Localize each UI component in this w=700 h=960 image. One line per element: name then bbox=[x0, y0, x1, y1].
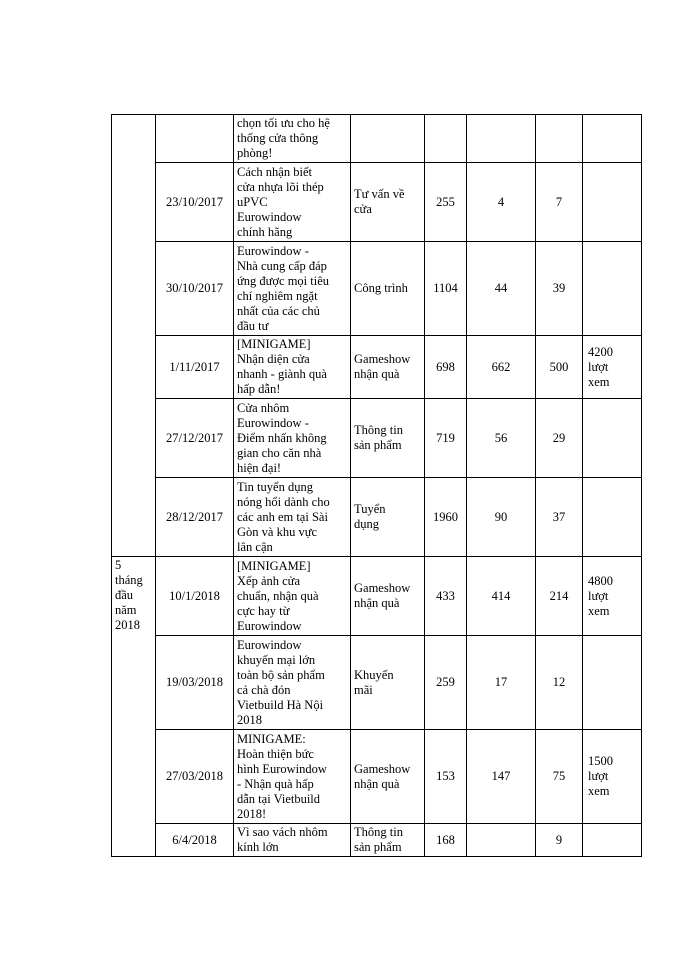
value-cell-3: 9 bbox=[536, 824, 583, 857]
value-cell-1: 433 bbox=[425, 557, 467, 636]
title-text: Tin tuyển dụng nóng hổi dành cho các anh em tại Sài Gòn và khu vực lân cận bbox=[237, 479, 330, 554]
value-cell-1: 1960 bbox=[425, 478, 467, 557]
date-cell: 27/12/2017 bbox=[156, 399, 234, 478]
category-cell bbox=[351, 557, 425, 636]
value-cell-2 bbox=[467, 824, 536, 857]
period-label: 5 tháng đầu năm 2018 bbox=[115, 558, 143, 632]
category-cell bbox=[351, 478, 425, 557]
table-row bbox=[112, 336, 642, 399]
value-cell-1: 255 bbox=[425, 163, 467, 242]
note-cell bbox=[583, 336, 642, 399]
value-cell-3 bbox=[536, 115, 583, 163]
category-cell bbox=[351, 242, 425, 336]
category-text: Tư vấn về cửa bbox=[354, 187, 405, 216]
note-cell bbox=[583, 636, 642, 730]
value-cell-2: 662 bbox=[467, 336, 536, 399]
date-cell: 30/10/2017 bbox=[156, 242, 234, 336]
date-cell: 23/10/2017 bbox=[156, 163, 234, 242]
category-text: Khuyến mãi bbox=[354, 667, 394, 697]
category-text: Tuyển dụng bbox=[354, 502, 386, 531]
date-cell: 1/11/2017 bbox=[156, 336, 234, 399]
value-cell-3: 12 bbox=[536, 636, 583, 730]
category-cell bbox=[351, 399, 425, 478]
note-text: 4800 lượt xem bbox=[588, 573, 613, 618]
note-cell bbox=[583, 824, 642, 857]
title-text: Vì sao vách nhôm kính lớn bbox=[237, 825, 328, 854]
value-cell-2: 44 bbox=[467, 242, 536, 336]
table-row bbox=[112, 557, 642, 636]
date-cell: 6/4/2018 bbox=[156, 824, 234, 857]
value-cell-1: 259 bbox=[425, 636, 467, 730]
title-cell bbox=[234, 242, 351, 336]
table-row bbox=[112, 115, 642, 163]
value-cell-2: 56 bbox=[467, 399, 536, 478]
table-row bbox=[112, 163, 642, 242]
table-row bbox=[112, 636, 642, 730]
statistics-table bbox=[111, 114, 642, 857]
value-cell-2: 414 bbox=[467, 557, 536, 636]
value-cell-3: 37 bbox=[536, 478, 583, 557]
category-cell bbox=[351, 730, 425, 824]
value-cell-1: 1104 bbox=[425, 242, 467, 336]
title-cell bbox=[234, 636, 351, 730]
date-cell: 10/1/2018 bbox=[156, 557, 234, 636]
note-text: 4200 lượt xem bbox=[588, 344, 613, 389]
category-text: Thông tin sản phẩm bbox=[354, 423, 403, 452]
value-cell-2: 147 bbox=[467, 730, 536, 824]
value-cell-2: 90 bbox=[467, 478, 536, 557]
title-text: chọn tối ưu cho hệ thống cửa thông phòng! bbox=[237, 116, 330, 160]
table-row bbox=[112, 242, 642, 336]
value-cell-2 bbox=[467, 115, 536, 163]
note-cell bbox=[583, 242, 642, 336]
value-cell-1 bbox=[425, 115, 467, 163]
note-cell bbox=[583, 557, 642, 636]
value-cell-3: 39 bbox=[536, 242, 583, 336]
value-cell-1: 698 bbox=[425, 336, 467, 399]
title-cell bbox=[234, 478, 351, 557]
category-cell bbox=[351, 163, 425, 242]
note-cell bbox=[583, 115, 642, 163]
table-row bbox=[112, 478, 642, 557]
title-cell bbox=[234, 399, 351, 478]
table-row bbox=[112, 399, 642, 478]
value-cell-3: 500 bbox=[536, 336, 583, 399]
date-cell: 27/03/2018 bbox=[156, 730, 234, 824]
note-text: 1500 lượt xem bbox=[588, 754, 613, 798]
date-cell: 28/12/2017 bbox=[156, 478, 234, 557]
period-cell bbox=[112, 115, 156, 557]
title-cell bbox=[234, 163, 351, 242]
date-cell: 19/03/2018 bbox=[156, 636, 234, 730]
category-cell bbox=[351, 115, 425, 163]
title-text: Cách nhận biết cửa nhựa lõi thép uPVC Eurowindow chính hãng bbox=[237, 164, 324, 239]
date-cell bbox=[156, 115, 234, 163]
title-text: Eurowindow khuyến mại lớn toàn bộ sản phẩm cả chà đón Vietbuild Hà Nội 2018 bbox=[237, 637, 325, 727]
value-cell-1: 153 bbox=[425, 730, 467, 824]
value-cell-3: 7 bbox=[536, 163, 583, 242]
title-text: [MINIGAME] Nhận diện cửa nhanh - giành quà hấp dẫn! bbox=[237, 337, 327, 396]
value-cell-3: 29 bbox=[536, 399, 583, 478]
title-text: [MINIGAME] Xếp ảnh cửa chuẩn, nhận quà cực hay từ Eurowindow bbox=[237, 558, 319, 633]
value-cell-1: 719 bbox=[425, 399, 467, 478]
category-text: Gameshow nhận quà bbox=[354, 761, 411, 791]
category-text: Công trình bbox=[354, 281, 408, 295]
value-cell-2: 17 bbox=[467, 636, 536, 730]
category-text: Gameshow nhận quà bbox=[354, 581, 411, 610]
category-cell bbox=[351, 636, 425, 730]
title-text: MINIGAME: Hoàn thiện bức hình Eurowindow - Nhận quà hấp dẫn tại Vietbuild 2018! bbox=[237, 731, 327, 821]
note-cell bbox=[583, 730, 642, 824]
title-cell bbox=[234, 336, 351, 399]
value-cell-3: 75 bbox=[536, 730, 583, 824]
period-cell-2018 bbox=[112, 557, 156, 857]
title-cell bbox=[234, 115, 351, 163]
note-cell bbox=[583, 399, 642, 478]
table-row bbox=[112, 824, 642, 857]
title-cell bbox=[234, 730, 351, 824]
note-cell bbox=[583, 163, 642, 242]
value-cell-3: 214 bbox=[536, 557, 583, 636]
value-cell-1: 168 bbox=[425, 824, 467, 857]
title-text: Cửa nhôm Eurowindow - Điểm nhấn không gian cho căn nhà hiện đại! bbox=[237, 400, 327, 475]
category-text: Gameshow nhận quà bbox=[354, 352, 411, 381]
title-text: Eurowindow - Nhà cung cấp đáp ứng được mọi tiêu chí nghiêm ngặt nhất của các chủ đầu tư bbox=[237, 243, 330, 333]
title-cell bbox=[234, 557, 351, 636]
note-cell bbox=[583, 478, 642, 557]
category-cell bbox=[351, 336, 425, 399]
category-cell bbox=[351, 824, 425, 857]
value-cell-2: 4 bbox=[467, 163, 536, 242]
category-text: Thông tin sản phẩm bbox=[354, 825, 403, 854]
table-row bbox=[112, 730, 642, 824]
title-cell bbox=[234, 824, 351, 857]
